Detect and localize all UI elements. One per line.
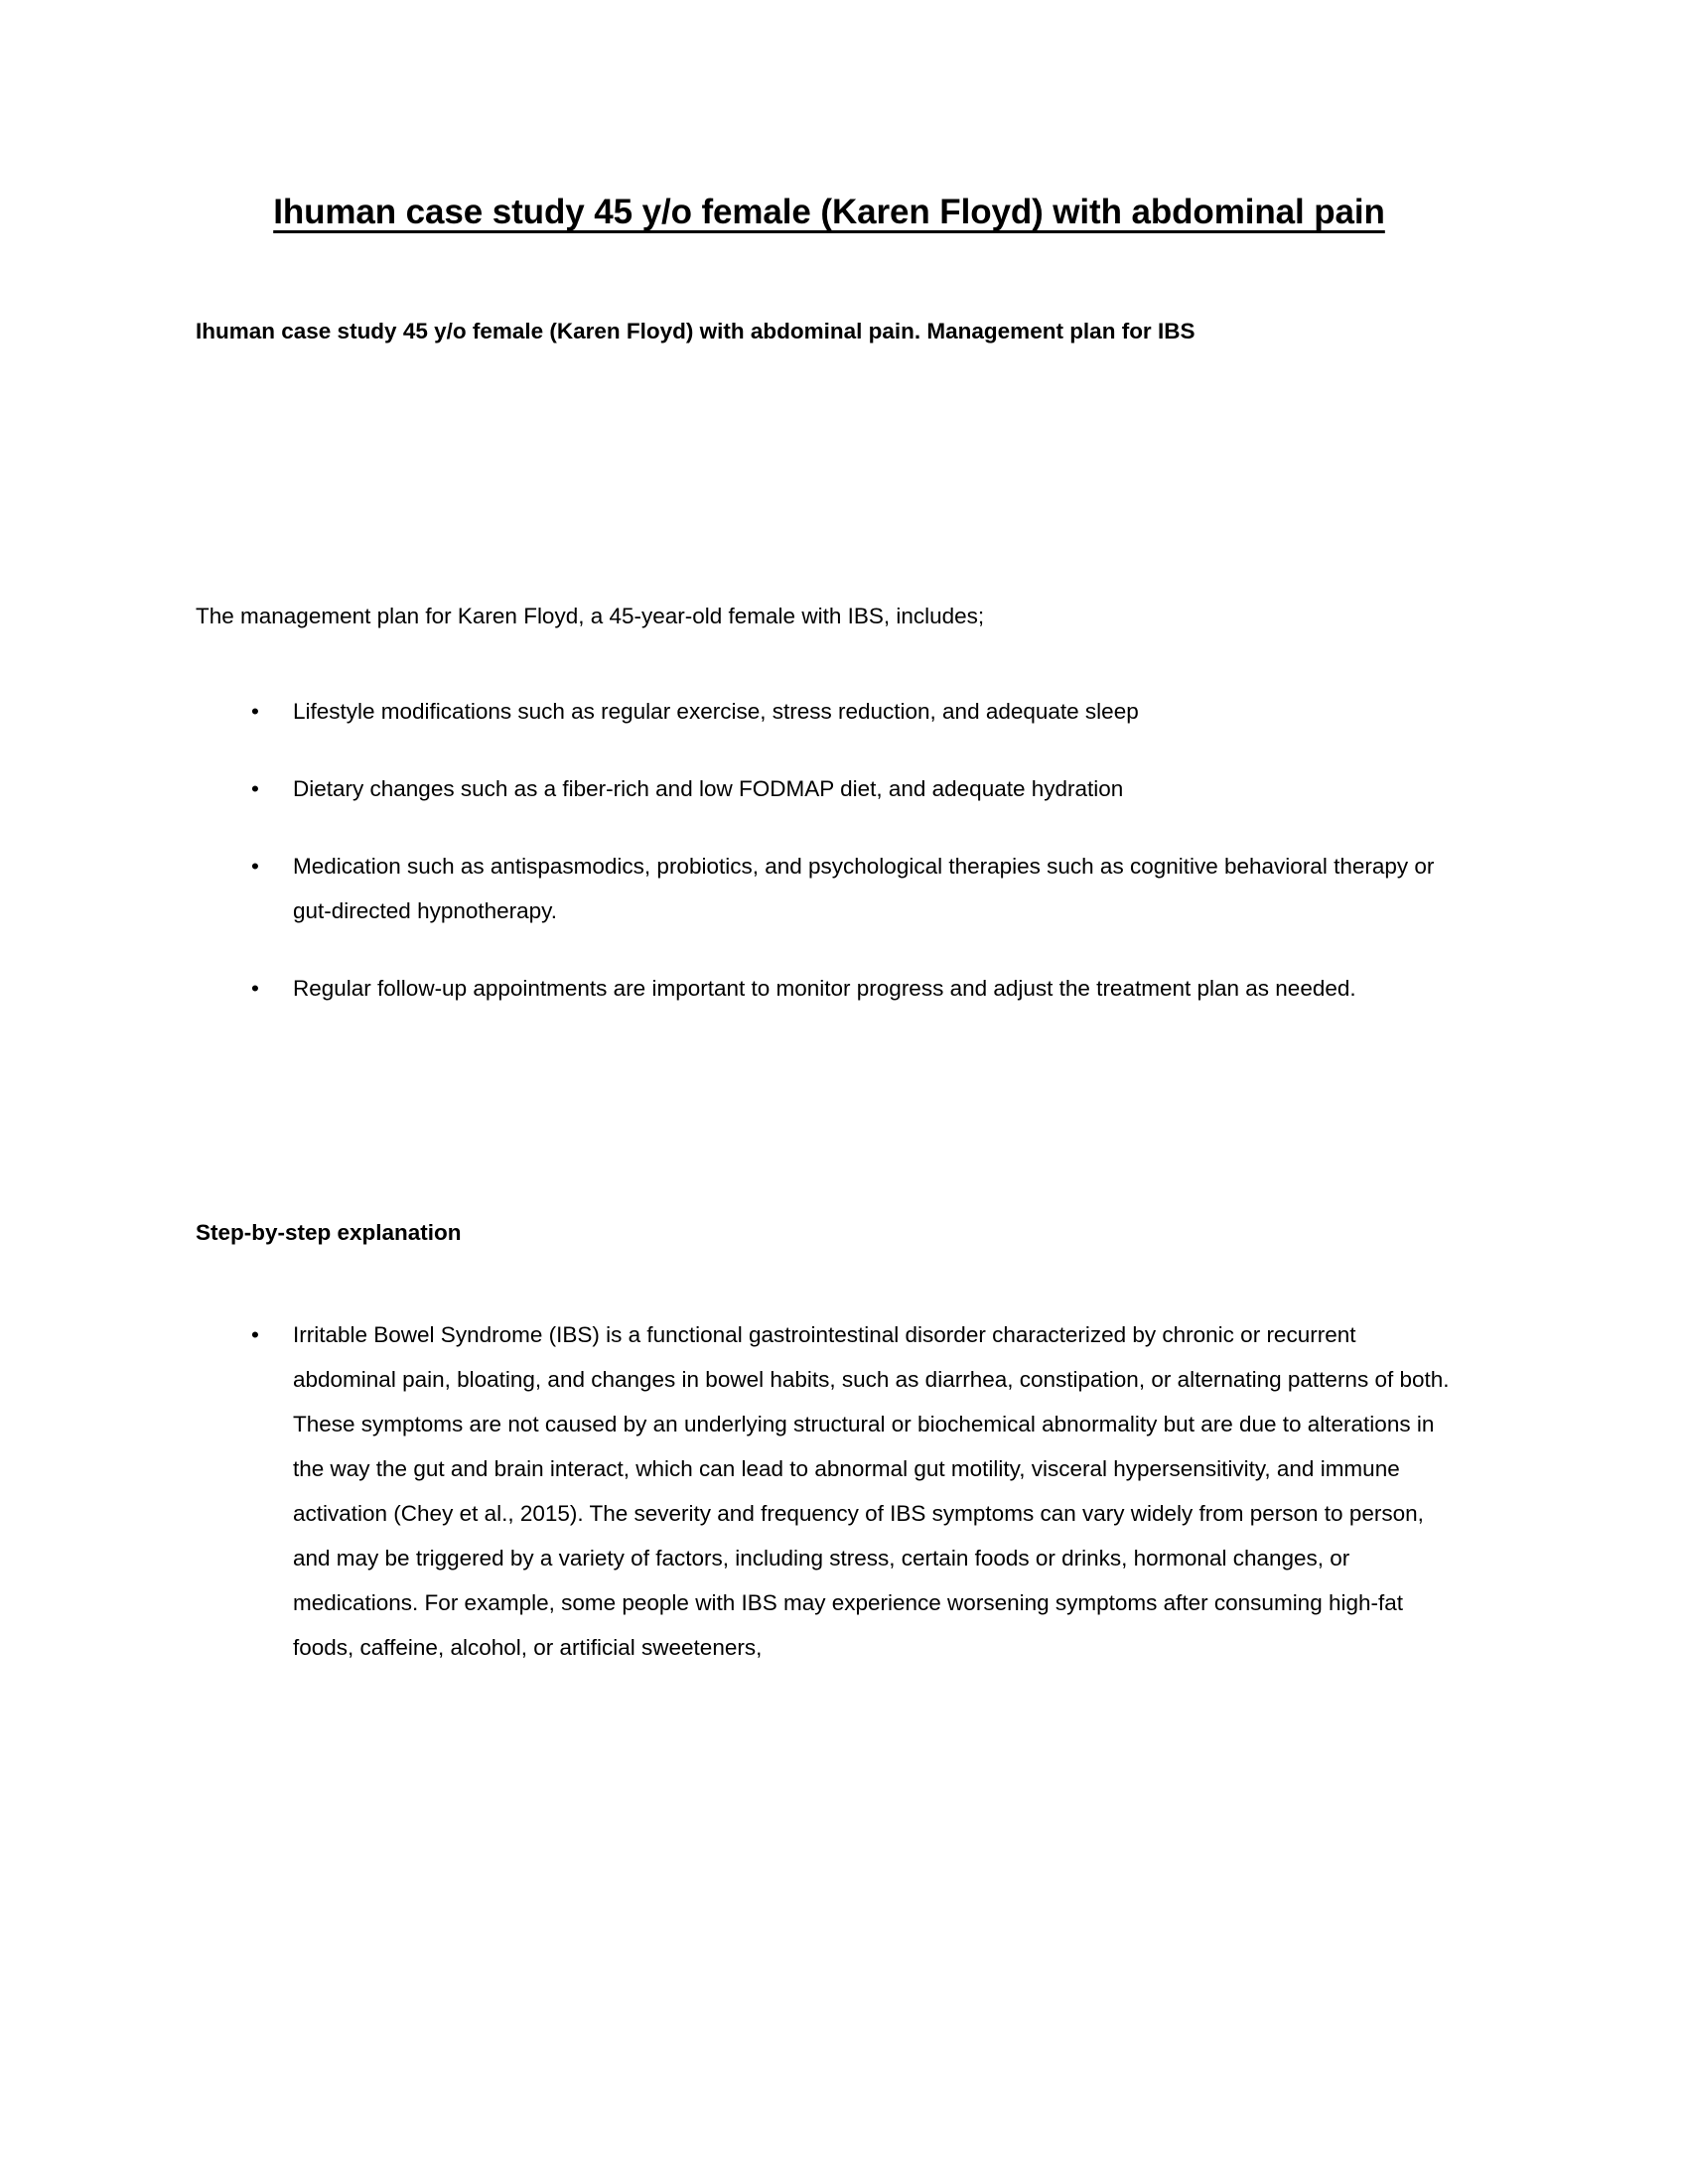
list-item-label: Irritable Bowel Syndrome (IBS) is a functional gastrointestinal disorder characterized by chronic or recurrent abdominal pain, bloating, and changes in bowel habits, such as diarrhea, constipation, or alternating patterns of both. These symptoms are not caused by an underlying structural or biochemical abnormality but are due to alterations in the way the gut and brain interact, which can lead to abnormal gut motility, visceral hypersensitivity, and immune activation (Chey et al., 2015). The severity and frequency of IBS symptoms can vary widely from person to person, and may be triggered by a variety of factors, including stress, certain foods or drinks, hormonal changes, or medications. For example, some people with IBS may experience worsening symptoms after consuming high-fat foods, caffeine, alcohol, or artificial sweeteners, xyxy=(293,1322,1450,1660)
bullet-icon: • xyxy=(251,699,259,724)
list-item xyxy=(196,844,1463,933)
bullet-icon: • xyxy=(251,776,259,801)
explanation-list xyxy=(196,1312,1463,1670)
list-item-label: Lifestyle modifications such as regular exercise, stress reduction, and adequate sleep xyxy=(293,699,1139,724)
page-title xyxy=(196,195,1463,229)
bullet-icon: • xyxy=(251,976,259,1001)
list-item-label: Regular follow-up appointments are important to monitor progress and adjust the treatment plan as needed. xyxy=(293,976,1356,1001)
page-title-text: Ihuman case study 45 y/o female (Karen Floyd) with abdominal pain xyxy=(273,193,1385,231)
bullet-icon: • xyxy=(251,1322,259,1347)
document-subtitle: Ihuman case study 45 y/o female (Karen Floyd) with abdominal pain. Management plan for IBS xyxy=(196,319,1196,343)
list-item-label: Medication such as antispasmodics, probiotics, and psychological therapies such as cognitive behavioral therapy or gut-directed hypnotherapy. xyxy=(293,854,1435,923)
management-plan-list xyxy=(196,689,1463,1011)
list-item-label: Dietary changes such as a fiber-rich and low FODMAP diet, and adequate hydration xyxy=(293,776,1124,801)
list-item xyxy=(196,966,1463,1011)
list-item xyxy=(196,689,1463,734)
intro-paragraph: The management plan for Karen Floyd, a 45-year-old female with IBS, includes; xyxy=(196,604,985,628)
step-by-step-heading: Step-by-step explanation xyxy=(196,1220,462,1245)
bullet-icon: • xyxy=(251,854,259,879)
list-item xyxy=(196,766,1463,811)
list-item xyxy=(196,1312,1463,1670)
